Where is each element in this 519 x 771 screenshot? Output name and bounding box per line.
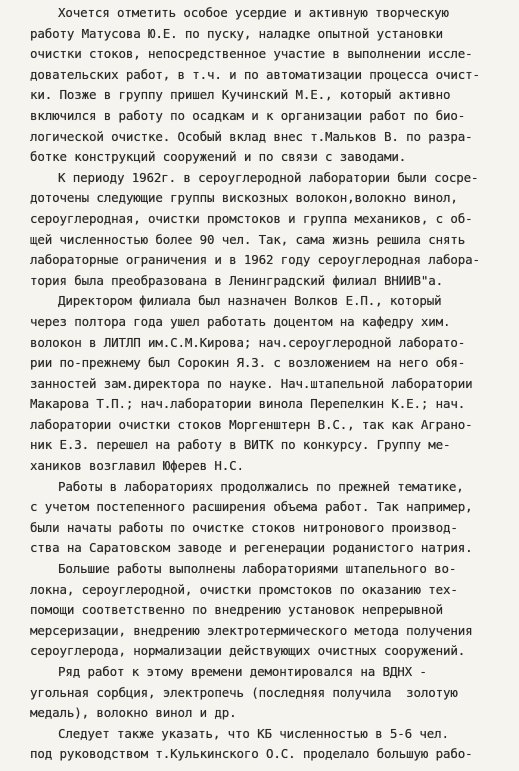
text-line: Работы в лабораториях продолжались по прежней тематике,	[58, 479, 464, 494]
text-line: помощи соответственно по внедрению установок непрерывной	[30, 602, 444, 617]
text-line: Большие работы выполнены лабораториями штапельного во-	[58, 561, 457, 576]
text-line: Ряд работ к этому времени демонтировался на ВДНХ -	[58, 664, 427, 679]
text-line: медаль), волокно винол и др.	[30, 705, 237, 720]
text-line: сероуглеродная, очистки промстоков и группа механиков, с об-	[30, 211, 473, 226]
text-line: работу Матусова Ю.Е. по пуску, наладке опытной установки	[30, 26, 444, 41]
text-line: под руководством т.Кулькинского О.С. проделало большую рабо-	[30, 746, 473, 761]
text-line: через полтора года ушел работать доцентом на кафедру хим.	[30, 314, 451, 329]
text-line: логической очистке. Особый вклад внес т.Мальков В. по разра-	[30, 129, 473, 144]
text-line: ства на Саратовском заводе и регенерации роданистого натрия.	[30, 540, 473, 555]
text-line: очистки стоков, непосредственное участие в выполнении иссле-	[30, 46, 473, 61]
text-line: занностей зам.директора по науке. Нач.штапельной лаборатории	[30, 376, 473, 391]
text-line: лабораторные ограничения и в 1962 году сероуглеродная лабора-	[30, 252, 480, 267]
text-line: локна, сероуглеродной, очистки промстоков по оказанию тех-	[30, 582, 458, 597]
text-line: были начаты работы по очистке стоков нитронового производ-	[30, 520, 458, 535]
text-line: лаборатории очистки стоков Моргенштерн В.С., так как Аграно-	[30, 417, 473, 432]
text-line: тория была преобразована в Ленинградский филиал ВНИИВ"а.	[30, 273, 444, 288]
text-line: угольная сорбция, электропечь (последняя получила золотую	[30, 685, 458, 700]
text-line: волокон в ЛИТЛП им.С.М.Кирова; нач.сероуглеродной лаборато-	[30, 335, 466, 350]
text-line: Следует также указать, что КБ численностью в 5-6 чел.	[58, 726, 449, 741]
text-line: Макарова Т.П.; нач.лаборатории винола Перепелкин К.Е.; нач.	[30, 396, 466, 411]
text-line: с учетом постепенного расширения объема работ. Так например,	[30, 499, 473, 514]
text-line: сероуглерода, нормализации действующих очистных сооружений.	[30, 643, 466, 658]
text-line: мерсеризации, внедрению электротермического метода получения	[30, 623, 473, 638]
text-line: щей численностью более 90 чел. Так, сама жизнь решила снять	[30, 232, 466, 247]
text-line: Хочется отметить особое усердие и активную творческую	[58, 5, 449, 20]
text-line: рии по-прежнему был Сорокин Я.З. с возложением на него обя-	[30, 355, 466, 370]
text-line: К периоду 1962г. в сероуглеродной лаборатории были сосре-	[58, 170, 479, 185]
text-line: включился в работу по осадкам и к организации работ по био-	[30, 108, 466, 123]
text-line: ботке конструкций сооружений и по связи с заводами.	[30, 149, 407, 164]
text-line: Директором филиала был назначен Волков Е.П., который	[58, 293, 442, 308]
text-line: ки. Позже в группу пришел Кучинский М.Е., который активно	[30, 87, 451, 102]
text-line: довательских работ, в т.ч. и по автоматизации процесса очист-	[30, 67, 480, 82]
text-line: доточены следующие группы вискозных волокон,волокно винол,	[30, 190, 458, 205]
text-line: хаников возглавил Юферев Н.С.	[30, 458, 244, 473]
text-line: ник Е.З. перешел на работу в ВИТК по конкурсу. Группу ме-	[30, 437, 451, 452]
